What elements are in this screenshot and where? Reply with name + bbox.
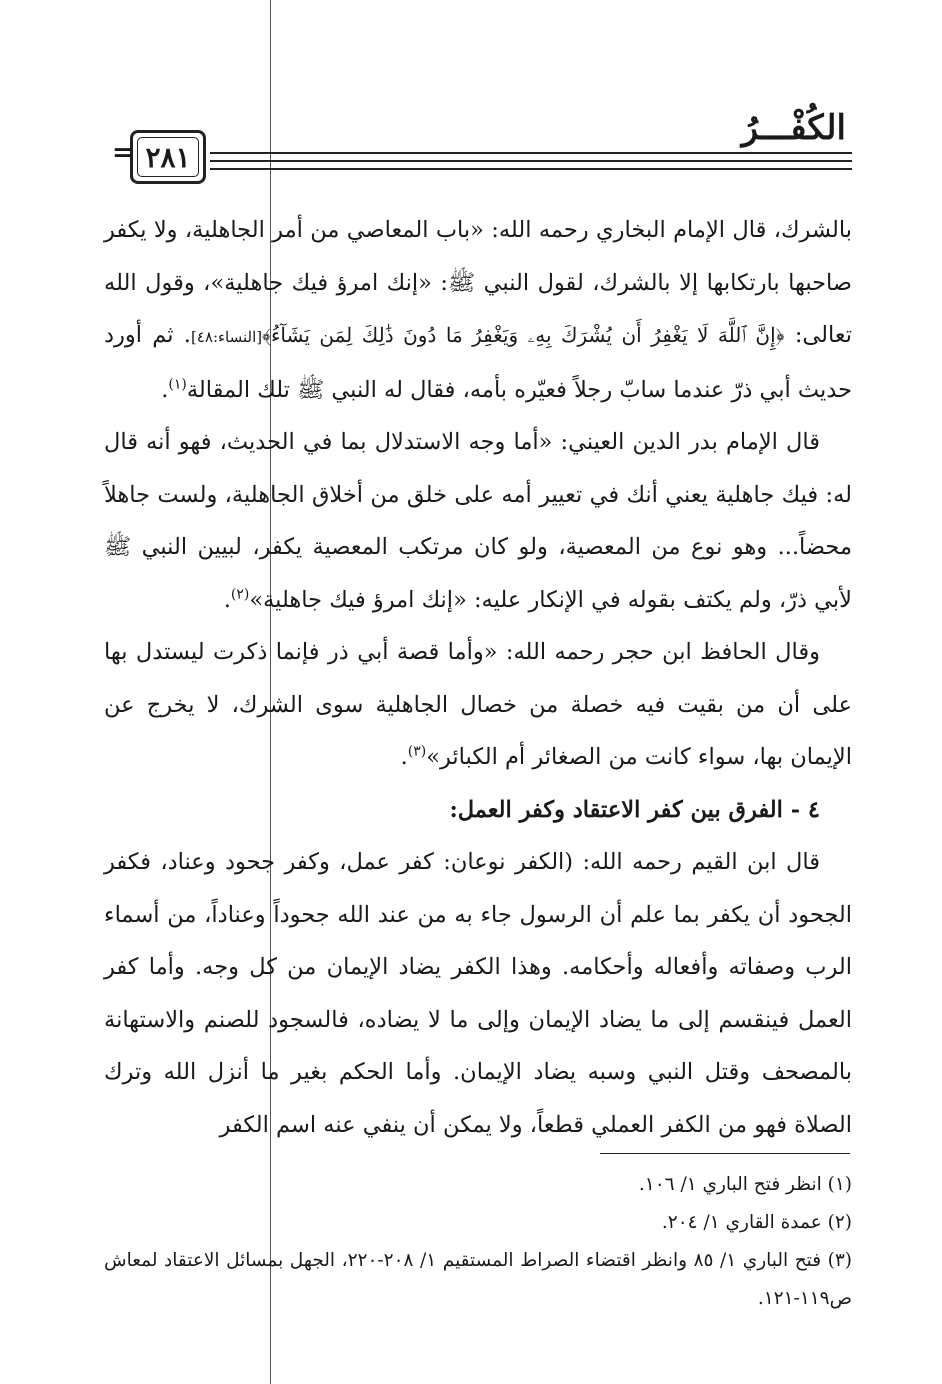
footnote-1: (١) انظر فتح الباري ١/ ١٠٦. — [638, 1174, 852, 1195]
header-rule — [210, 152, 852, 154]
paragraph-2-text: قال الإمام بدر الدين العيني: «أما وجه الاستدلال بما في الحديث، فهو أنه قال له: فيك جاهلية يعني أنك في تعيير أمه على خلق من أخلاق الجاهلية، ولست جاهلاً محضاً... وهو نوع من المعصية، ولو كان مرتكب المعصية يكفر، لبيين النبي ﷺ لأبي ذرّ، ولم يكتف بقوله في الإنكار عليه: «إنك امرؤ فيك جاهلية» — [104, 429, 852, 613]
page-number-frame — [130, 130, 206, 184]
footnote-ref-1[interactable]: (١) — [168, 376, 187, 392]
page-header — [100, 108, 852, 188]
footnote-ref-3[interactable]: (٣) — [407, 743, 427, 760]
footnote-2: (٢) عمدة القاري ١/ ٢٠٤. — [661, 1212, 852, 1233]
paragraph-3-text: وقال الحافظ ابن حجر رحمه الله: «وأما قصة أبي ذر فإنما ذكرت ليستدل بها على أن من بقيت فيه خصلة من خصال الجاهلية سوى الشرك، لا يخرج عن الإيمان بها، سواء كانت من الصغائر أم الكبائر» — [104, 639, 852, 770]
running-title: الكُفْـــرُ — [741, 108, 846, 148]
section-heading: ٤ - الفرق بين كفر الاعتقاد وكفر العمل: — [449, 796, 820, 823]
verse-citation: [النساء:٤٨] — [190, 328, 263, 346]
header-mark: = — [112, 138, 134, 168]
paragraph-4: قال ابن القيم رحمه الله: (الكفر نوعان: كفر عمل، وكفر جحود وعناد، فكفر الجحود أن يكفر بما علم أن الرسول جاء به من عند الله جحوداً وعناداً، من أسماء الرب وصفاته وأفعاله وأحكامه. وهذا الكفر يضاد الإيمان من كل وجه. وأما كفر العمل فينقسم إلى ما يضاد الإيمان وإلى ما لا يضاده، فالسجود للصنم والاستهانة بالمصحف وقتل النبي وسبه يضاد الإيمان. وأما الحكم بغير ما أنزل الله وترك الصلاة فهو من الكفر العملي قطعاً، ولا يمكن أن ينفي عنه اسم الكفر — [104, 849, 852, 1138]
paragraph-2: قال الإمام بدر الدين العيني: «أما وجه الاستدلال بما في الحديث، فهو أنه قال له: فيك جاهلية يعني أنك في تعيير أمه على خلق من أخلاق الجاهلية، ولست جاهلاً محضاً... وهو نوع من المعصية، ولو كان مرتكب المعصية يكفر، لبيين النبي ﷺ لأبي ذرّ، ولم يكتف بقوله في الإنكار عليه: «إنك امرؤ فيك جاهلية»$^{(٢)}$. — [104, 429, 852, 613]
footnote-ref-2[interactable]: (٢) — [230, 586, 250, 602]
page-number: ٢٨١ — [137, 137, 199, 177]
quran-verse: ﴿إِنَّ ٱللَّهَ لَا يَغْفِرُ أَن يُشْرَكَ بِهِۦ وَيَغْفِرُ مَا دُونَ ذَٰلِكَ لِمَن يَشَآءُ﴾ — [262, 323, 785, 347]
paragraph-3: وقال الحافظ ابن حجر رحمه الله: «وأما قصة أبي ذر فإنما ذكرت ليستدل بها على أن من بقيت فيه خصلة من خصال الجاهلية سوى الشرك، لا يخرج عن الإيمان بها، سواء كانت من الصغائر أم الكبائر»$^{(٣)}$. — [104, 639, 852, 770]
header-rule — [210, 160, 852, 162]
paragraph-1-text: بالشرك، قال الإمام البخاري رحمه الله: «باب المعاصي من أمر الجاهلية، ولا يكفر صاحبها بارتكابها إلا بالشرك، لقول النبي ﷺ: «إنك امرؤ فيك جاهلية»، وقول الله تعالى: — [104, 217, 853, 348]
paragraph-1-tail: . ثم أورد حديث أبي ذرّ عندما سابّ رجلاً فعيّره بأمه، فقال له النبي ﷺ تلك المقالة — [104, 322, 852, 403]
header-rule — [210, 168, 852, 170]
footnotes — [104, 1166, 852, 1318]
main-text — [104, 204, 852, 1151]
footnote-3: (٣) فتح الباري ١/ ٨٥ وانظر اقتضاء الصراط المستقيم ١/ ٢٠٨-٢٢٠، الجهل بمسائل الاعتقاد لمعاش ص١١٩-١٢١. — [104, 1250, 852, 1309]
footnote-separator — [600, 1153, 850, 1154]
paragraph-1: بالشرك، قال الإمام البخاري رحمه الله: «باب المعاصي من أمر الجاهلية، ولا يكفر صاحبها بارتكابها إلا بالشرك، لقول النبي ﷺ: «إنك امرؤ فيك جاهلية»، وقول الله تعالى: ﴿إِنَّ ٱللَّهَ لَا يَغْفِرُ أَن يُشْرَكَ بِهِۦ وَيَغْفِرُ مَا دُونَ ذَٰلِكَ لِمَن يَشَآءُ﴾[النساء:٤٨]. ثم أورد حديث أبي ذرّ عندما سابّ رجلاً فعيّره بأمه، فقال له النبي ﷺ تلك المقالة$^{(١)}$. — [104, 217, 853, 403]
